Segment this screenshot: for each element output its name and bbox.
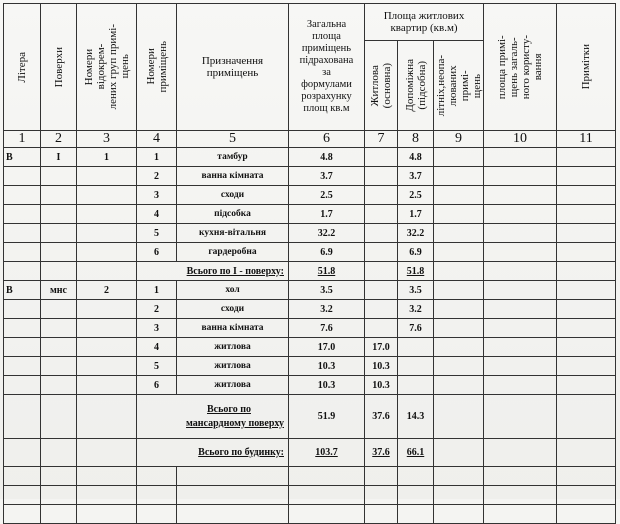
aux-area-cell (398, 376, 434, 395)
room-name-cell: підсобка (177, 205, 289, 224)
group-cell: 2 (77, 281, 137, 300)
room-name-cell: ванна кімната (177, 319, 289, 338)
floor1-total-aux: 51.8 (398, 262, 434, 281)
total-area-cell: 7.6 (289, 319, 365, 338)
litera-cell: В (4, 281, 41, 300)
header-room-numbers: Номери приміщень (137, 4, 177, 131)
col-num: 4 (137, 131, 177, 148)
floor2-total-label-line1: Всього по (207, 403, 251, 415)
col-num: 10 (484, 131, 557, 148)
col-num: 3 (77, 131, 137, 148)
room-name-cell: кухня-вітальня (177, 224, 289, 243)
living-area-cell (365, 300, 398, 319)
floor2-total-label-line2: мансардному поверху (186, 417, 284, 429)
header-unheated: літніх,неопа- люваних примі- щень (434, 41, 484, 131)
total-area-cell: 6.9 (289, 243, 365, 262)
aux-area-cell (398, 338, 434, 357)
aux-area-cell: 2.5 (398, 186, 434, 205)
empty-row (4, 467, 616, 486)
total-area-cell: 4.8 (289, 148, 365, 167)
total-area-cell: 3.2 (289, 300, 365, 319)
aux-area-cell: 7.6 (398, 319, 434, 338)
room-name-cell: сходи (177, 186, 289, 205)
table-row (4, 167, 616, 186)
room-no-cell: 6 (137, 376, 177, 395)
room-name-cell: тамбур (177, 148, 289, 167)
total-area-cell: 2.5 (289, 186, 365, 205)
room-no-cell: 5 (137, 224, 177, 243)
living-area-cell (365, 224, 398, 243)
litera-cell: В (4, 148, 41, 167)
empty-row (4, 505, 616, 524)
total-area-cell: 1.7 (289, 205, 365, 224)
header-floors: Поверхи (41, 4, 77, 131)
building-total-label: Всього по будинку: (137, 439, 289, 467)
floor2-total-area: 51.9 (289, 395, 365, 439)
room-no-cell: 4 (137, 205, 177, 224)
total-area-cell: 17.0 (289, 338, 365, 357)
room-name-cell: хол (177, 281, 289, 300)
room-no-cell: 6 (137, 243, 177, 262)
table-row (4, 376, 616, 395)
total-area-cell: 3.7 (289, 167, 365, 186)
table-row (4, 224, 616, 243)
total-area-cell: 32.2 (289, 224, 365, 243)
header-aux: Допоміжна (підсобна) (398, 41, 434, 131)
table-row (4, 205, 616, 224)
room-name-cell: гардеробна (177, 243, 289, 262)
aux-area-cell: 4.8 (398, 148, 434, 167)
header-row-1 (4, 4, 616, 41)
room-no-cell: 1 (137, 281, 177, 300)
total-area-cell: 10.3 (289, 357, 365, 376)
building-total-aux: 66.1 (398, 439, 434, 467)
col-num: 8 (398, 131, 434, 148)
table-row (4, 357, 616, 376)
building-total-area: 103.7 (289, 439, 365, 467)
explication-table (3, 3, 616, 524)
aux-area-cell: 3.7 (398, 167, 434, 186)
empty-row (4, 486, 616, 505)
living-area-cell (365, 281, 398, 300)
table-row (4, 338, 616, 357)
aux-area-cell: 3.5 (398, 281, 434, 300)
room-no-cell: 5 (137, 357, 177, 376)
room-no-cell: 2 (137, 167, 177, 186)
col-num: 2 (41, 131, 77, 148)
header-common-area: площа примі- щень загаль- ного користу- вання (484, 4, 557, 131)
living-area-cell: 10.3 (365, 357, 398, 376)
total-area-cell: 3.5 (289, 281, 365, 300)
column-number-row (4, 131, 616, 148)
room-name-cell: житлова (177, 357, 289, 376)
room-no-cell: 3 (137, 319, 177, 338)
table-row (4, 319, 616, 338)
table-row (4, 300, 616, 319)
header-group-numbers: Номери відокрем- лених груп примі- щень (77, 4, 137, 131)
room-no-cell: 1 (137, 148, 177, 167)
living-area-cell (365, 243, 398, 262)
living-area-cell (365, 205, 398, 224)
aux-area-cell: 32.2 (398, 224, 434, 243)
floor2-total-label (137, 395, 289, 439)
floor1-total-living (365, 262, 398, 281)
group-cell: 1 (77, 148, 137, 167)
col-num: 11 (557, 131, 616, 148)
col-num: 9 (434, 131, 484, 148)
col-num: 7 (365, 131, 398, 148)
header-total-area: Загальна площа приміщень підрахована за формулами розрахунку площ кв.м (289, 4, 365, 131)
table-row (4, 243, 616, 262)
living-area-cell: 10.3 (365, 376, 398, 395)
building-total-living: 37.6 (365, 439, 398, 467)
room-no-cell: 4 (137, 338, 177, 357)
aux-area-cell: 3.2 (398, 300, 434, 319)
living-area-cell: 17.0 (365, 338, 398, 357)
total-area-cell: 10.3 (289, 376, 365, 395)
floor-cell: мнс (41, 281, 77, 300)
floor2-total-aux: 14.3 (398, 395, 434, 439)
floor2-total-living: 37.6 (365, 395, 398, 439)
aux-area-cell: 1.7 (398, 205, 434, 224)
header-living: Житлова (основна) (365, 41, 398, 131)
col-num: 5 (177, 131, 289, 148)
aux-area-cell: 6.9 (398, 243, 434, 262)
aux-area-cell (398, 357, 434, 376)
header-litera: Літера (4, 4, 41, 131)
header-notes: Примітки (557, 4, 616, 131)
floor1-total-label: Всього по І - поверху: (137, 262, 289, 281)
floor1-total-row (4, 262, 616, 281)
header-living-area-group: Площа житлових квартир (кв.м) (365, 4, 484, 41)
living-area-cell (365, 319, 398, 338)
living-area-cell (365, 186, 398, 205)
floor2-total-row (4, 395, 616, 439)
col-num: 6 (289, 131, 365, 148)
floor1-total-area: 51.8 (289, 262, 365, 281)
room-name-cell: ванна кімната (177, 167, 289, 186)
floor-cell: I (41, 148, 77, 167)
living-area-cell (365, 167, 398, 186)
building-total-row (4, 439, 616, 467)
room-no-cell: 2 (137, 300, 177, 319)
table-row (4, 186, 616, 205)
col-num: 1 (4, 131, 41, 148)
table-row (4, 148, 616, 167)
room-name-cell: сходи (177, 300, 289, 319)
header-purpose: Призначення приміщень (177, 4, 289, 131)
table-row (4, 281, 616, 300)
room-name-cell: житлова (177, 338, 289, 357)
room-name-cell: житлова (177, 376, 289, 395)
room-no-cell: 3 (137, 186, 177, 205)
living-area-cell (365, 148, 398, 167)
